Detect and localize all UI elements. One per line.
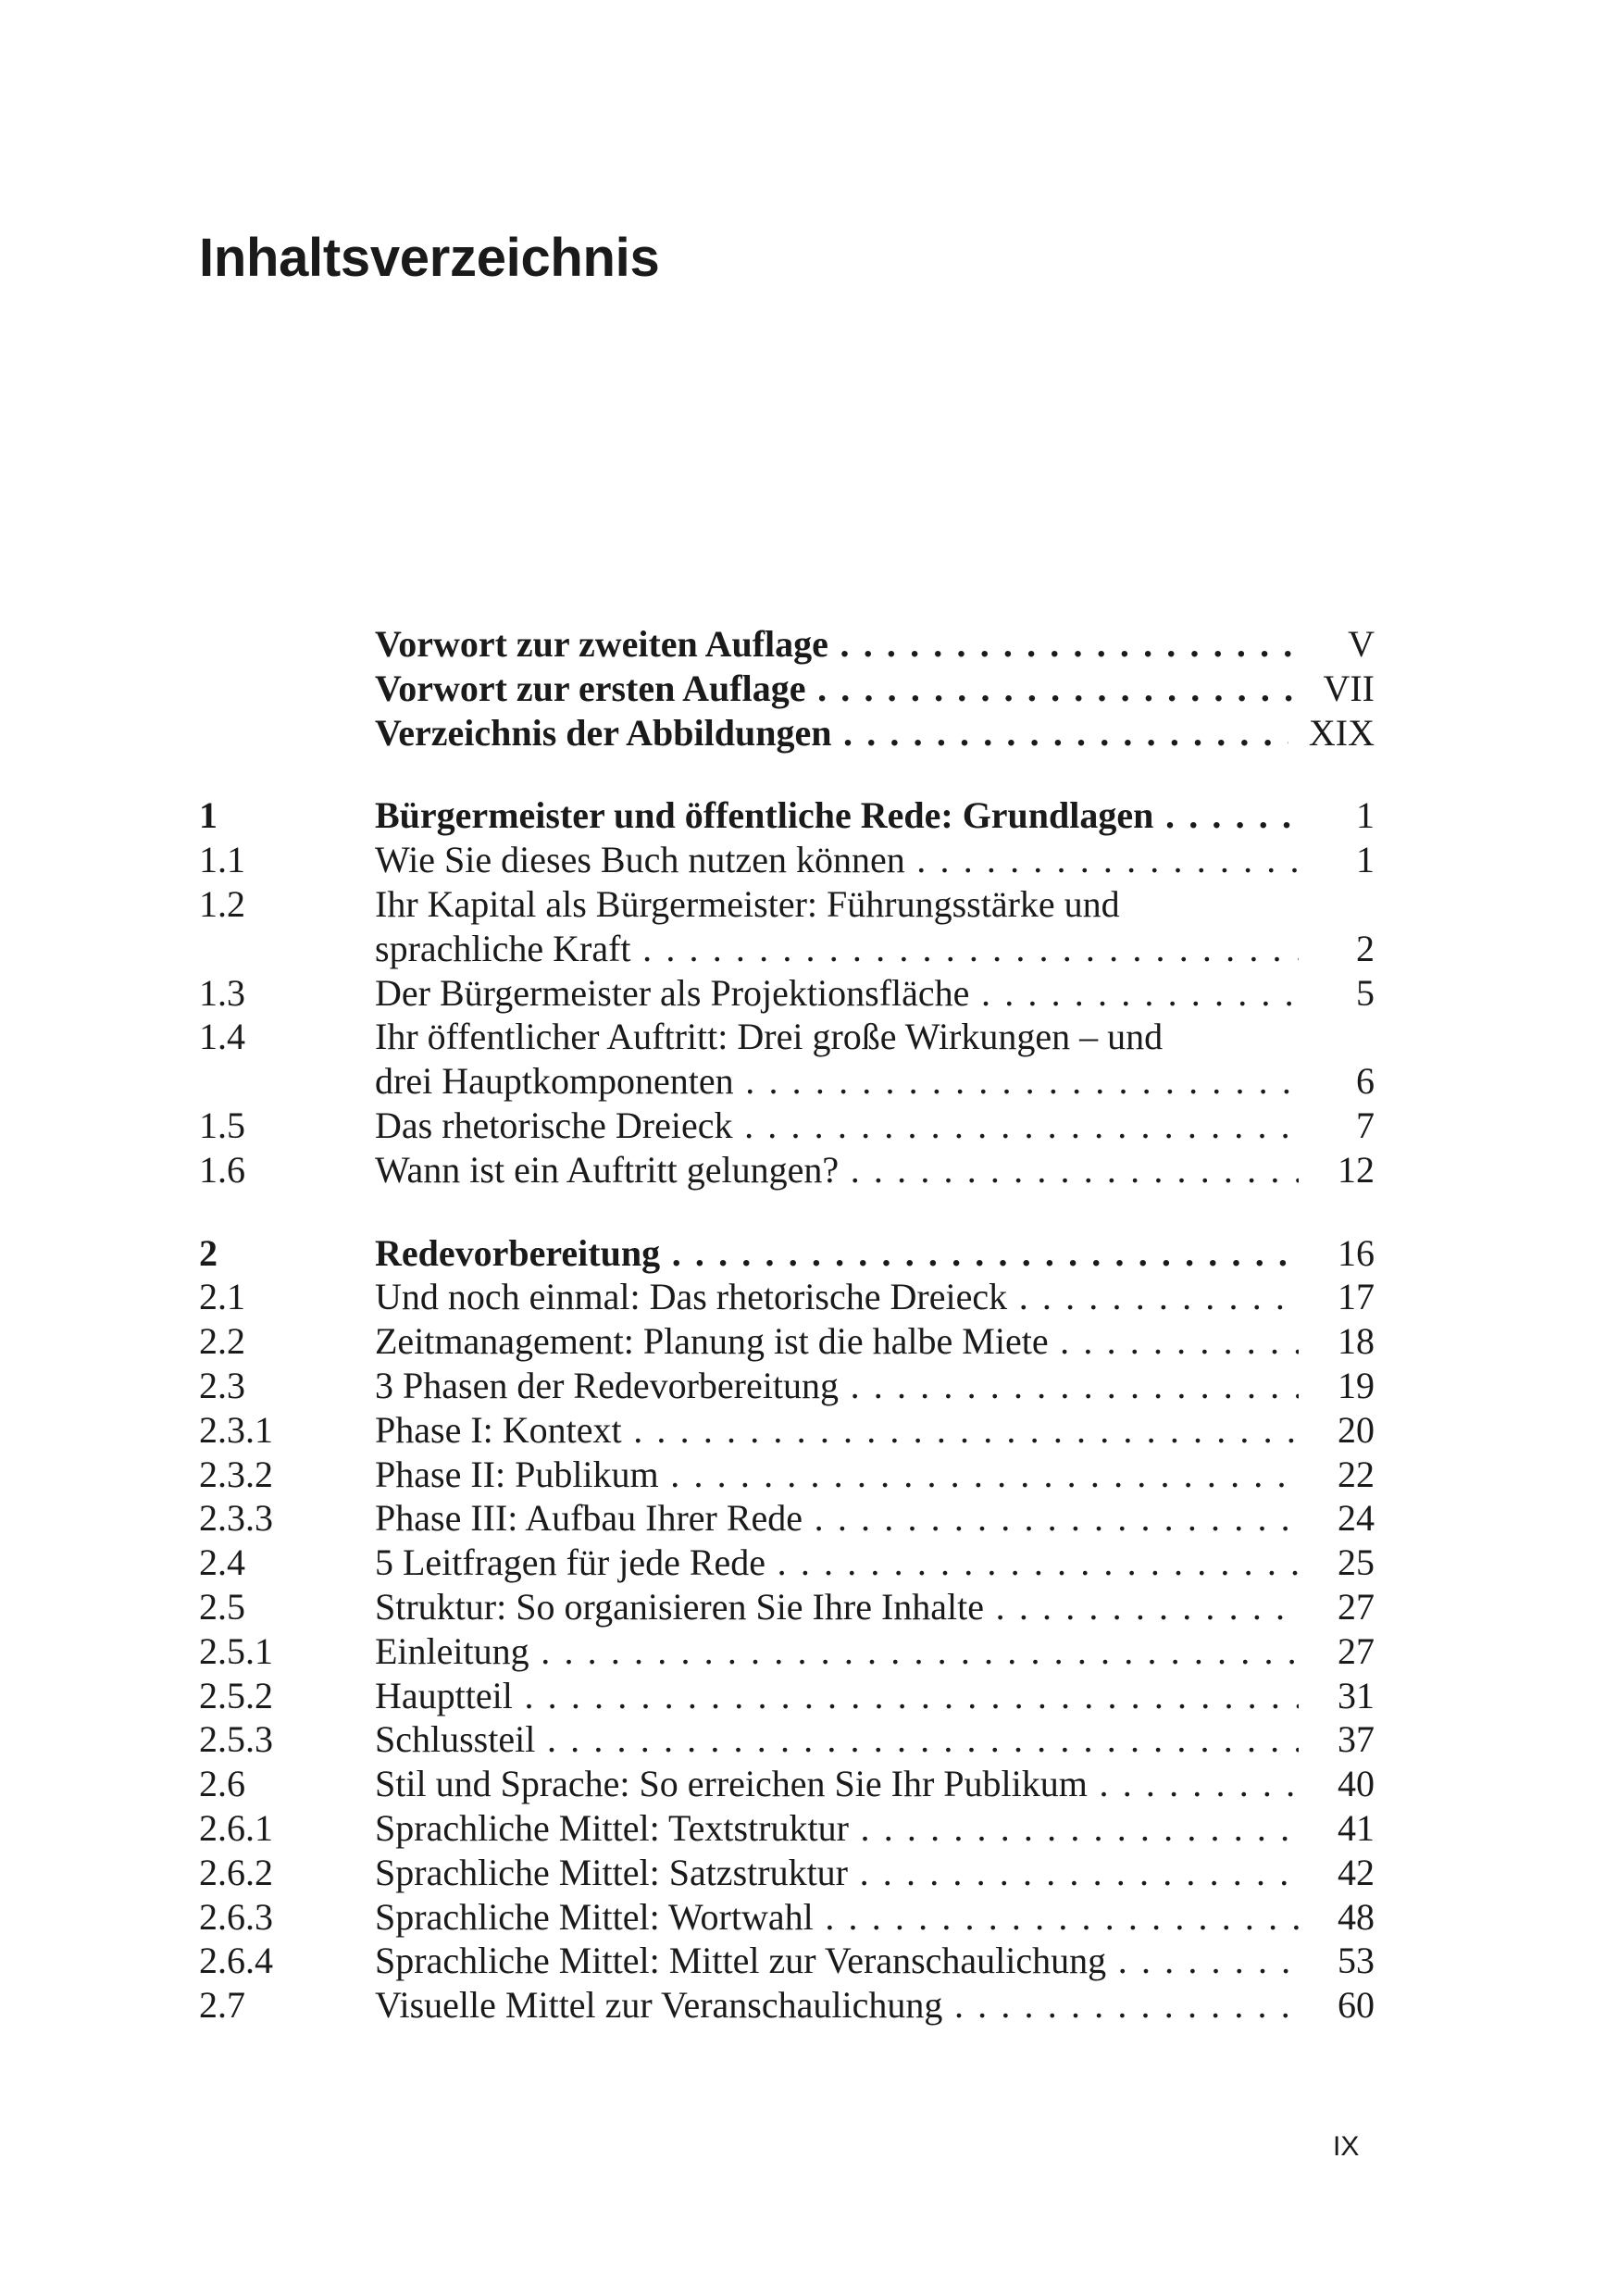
- toc-entry-number: 2.4: [199, 1541, 245, 1584]
- toc-entry-page: 31: [1338, 1674, 1375, 1716]
- toc-entry-page: 42: [1338, 1851, 1375, 1893]
- toc-entry-body: [375, 1319, 1375, 1364]
- toc-entry-number: 2.3.3: [199, 1497, 273, 1540]
- toc-entry-title: [375, 793, 1299, 838]
- toc-entry-title-line: Ihr Kapital als Bürgermeister: Führungsstärke und: [375, 882, 1120, 925]
- toc-entry-title-text: Struktur: So organisieren Sie Ihre Inhalte . . .: [375, 1586, 1299, 1628]
- toc-entry[interactable]: [199, 1231, 1375, 1276]
- toc-entry[interactable]: [199, 882, 1375, 971]
- toc-entry-title: [375, 1717, 1299, 1762]
- toc-entry-body: [375, 1104, 1375, 1148]
- toc-entry-body: [375, 1717, 1375, 1762]
- toc-entry-number: 2.6.2: [199, 1851, 273, 1893]
- toc-entry-title-text: Sprachliche Mittel: Mittel zur Veranschaulichung . . .: [375, 1940, 1299, 1981]
- toc-entry-page: 12: [1338, 1148, 1375, 1191]
- toc-entry[interactable]: [199, 622, 1375, 667]
- toc-entry-title: [375, 1275, 1299, 1319]
- toc-entry-body: [375, 1762, 1375, 1806]
- toc-entry[interactable]: [199, 1585, 1375, 1629]
- toc-entry-body: [375, 882, 1375, 971]
- toc-entry-title: [375, 1895, 1299, 1940]
- toc-entry-page: 6: [1356, 1060, 1375, 1103]
- toc-entry-number: 1.2: [199, 882, 245, 925]
- toc-entry[interactable]: [199, 1015, 1375, 1104]
- toc-entry-title: [375, 1453, 1299, 1497]
- toc-entry-page: 40: [1338, 1763, 1375, 1805]
- toc-entry[interactable]: [199, 1148, 1375, 1192]
- toc-entry-body: [375, 838, 1375, 882]
- toc-entry[interactable]: [199, 1939, 1375, 1983]
- toc-entry-title-text: Visuelle Mittel zur Veranschaulichung . . .: [375, 1984, 1299, 2026]
- toc-entry-page: XIX: [1308, 711, 1375, 754]
- toc-entry-body: [375, 1231, 1375, 1276]
- toc-entry-page: 20: [1338, 1408, 1375, 1451]
- toc-entry[interactable]: [199, 1275, 1375, 1319]
- toc-entry-title-text: Sprachliche Mittel: Wortwahl . . .: [375, 1896, 1299, 1938]
- toc-entry-number: 1.1: [199, 839, 245, 881]
- toc-entry-body: [375, 1541, 1375, 1585]
- toc-entry-number: 2.6: [199, 1763, 245, 1805]
- toc-entry-title-text: 3 Phasen der Redevorbereitung . . .: [375, 1365, 1299, 1406]
- toc-entry-number: 2.5.2: [199, 1674, 273, 1716]
- toc-entry-page: 27: [1338, 1585, 1375, 1628]
- toc-entry-page: 22: [1338, 1453, 1375, 1495]
- toc-entry[interactable]: [199, 1629, 1375, 1674]
- toc-entry-number: 1.6: [199, 1148, 245, 1191]
- toc-entry[interactable]: [199, 1104, 1375, 1148]
- toc-entry[interactable]: [199, 1541, 1375, 1585]
- toc-entry-page: 19: [1338, 1364, 1375, 1406]
- toc-entry-title: [375, 1364, 1299, 1408]
- toc-entry-title-text: Das rhetorische Dreieck . . .: [375, 1104, 1299, 1146]
- toc-entry[interactable]: [199, 1895, 1375, 1940]
- toc-entry-page: VII: [1323, 667, 1375, 709]
- toc-entry[interactable]: [199, 838, 1375, 882]
- toc-entry-body: [375, 1983, 1375, 2028]
- toc-entry-title: [375, 1148, 1299, 1192]
- toc-entry-body: [375, 1496, 1375, 1541]
- toc-entry-body: [375, 1806, 1375, 1851]
- page-number: IX: [1333, 2131, 1360, 2162]
- toc-entry-title: [375, 1585, 1299, 1629]
- toc-entry-title-text: Wann ist ein Auftritt gelungen? . . .: [375, 1149, 1299, 1191]
- toc-entry-title: [375, 882, 1299, 971]
- toc-entry-number: 2.3.1: [199, 1408, 273, 1451]
- toc-entry-title: [375, 1015, 1299, 1104]
- toc-entry[interactable]: [199, 711, 1375, 755]
- toc-entry-title: [375, 1629, 1299, 1674]
- toc-entry-title-text: Redevorbereitung . . .: [375, 1232, 1299, 1274]
- toc-entry[interactable]: [199, 1806, 1375, 1851]
- toc-entry-number: 2.6.4: [199, 1940, 273, 1982]
- toc-entry-title-text: Phase I: Kontext . . .: [375, 1409, 1299, 1451]
- toc-entry-title: [375, 1674, 1299, 1718]
- toc-entry-number: 1.4: [199, 1016, 245, 1058]
- toc-entry[interactable]: [199, 667, 1375, 711]
- toc-entry-title: [375, 667, 1299, 711]
- table-of-contents: [199, 622, 1375, 2028]
- toc-entry-page: 41: [1338, 1806, 1375, 1849]
- toc-entry[interactable]: [199, 793, 1375, 838]
- toc-entry-title-text: Einleitung . . .: [375, 1630, 1299, 1672]
- toc-entry-title: [375, 1408, 1299, 1453]
- toc-entry-number: 2.5.1: [199, 1629, 273, 1672]
- toc-entry-title: [375, 1541, 1299, 1585]
- toc-entry-page: 60: [1338, 1984, 1375, 2027]
- toc-entry[interactable]: [199, 1453, 1375, 1497]
- toc-entry-body: [375, 1148, 1375, 1192]
- toc-entry-title: [375, 1939, 1299, 1983]
- toc-entry-title-text: Verzeichnis der Abbildungen . . .: [375, 712, 1288, 754]
- toc-entry-title-text: Sprachliche Mittel: Satzstruktur . . .: [375, 1852, 1299, 1893]
- toc-entry-title-text: Stil und Sprache: So erreichen Sie Ihr Publikum . . .: [375, 1763, 1299, 1804]
- toc-entry-title-text: drei Hauptkomponenten . . .: [375, 1060, 1299, 1102]
- toc-entry-body: [375, 1364, 1375, 1408]
- toc-entry-number: 2: [199, 1231, 218, 1274]
- toc-entry-page: 25: [1338, 1541, 1375, 1584]
- page-title: Inhaltsverzeichnis: [199, 228, 660, 288]
- toc-entry-number: 1.5: [199, 1104, 245, 1146]
- toc-entry-body: [375, 1939, 1375, 1983]
- toc-entry-page: 37: [1338, 1718, 1375, 1761]
- toc-entry-page: 18: [1338, 1320, 1375, 1363]
- toc-entry-title-text: Der Bürgermeister als Projektionsfläche . . .: [375, 972, 1299, 1014]
- toc-entry-page: 27: [1338, 1629, 1375, 1672]
- toc-entry-page: 1: [1356, 839, 1375, 881]
- toc-entry-number: 2.5: [199, 1585, 245, 1628]
- toc-entry-title-text: Vorwort zur ersten Auflage . . .: [375, 668, 1299, 709]
- toc-entry-page: 5: [1356, 971, 1375, 1014]
- toc-entry-title-text: Bürgermeister und öffentliche Rede: Grundlagen . . .: [375, 794, 1299, 836]
- toc-entry-number: 2.3.2: [199, 1453, 273, 1495]
- toc-entry-number: 2.1: [199, 1276, 245, 1318]
- toc-entry-title: [375, 1104, 1299, 1148]
- toc-entry-title: [375, 711, 1288, 755]
- toc-entry-body: [375, 711, 1375, 755]
- toc-entry-title: [375, 1762, 1299, 1806]
- toc-entry-title-text: Sprachliche Mittel: Textstruktur . . .: [375, 1807, 1299, 1849]
- toc-entry-page: 17: [1338, 1276, 1375, 1318]
- toc-entry[interactable]: [199, 1674, 1375, 1718]
- toc-entry-number: 2.3: [199, 1364, 245, 1406]
- toc-entry-title-text: Zeitmanagement: Planung ist die halbe Miete . . .: [375, 1320, 1299, 1362]
- toc-entry-number: 2.6.1: [199, 1806, 273, 1849]
- toc-entry-title: [375, 1983, 1299, 2028]
- toc-entry-body: [375, 667, 1375, 711]
- toc-entry-title-text: Wie Sie dieses Buch nutzen können . . .: [375, 839, 1299, 880]
- toc-entry-title-line: Ihr öffentlicher Auftritt: Drei große Wirkungen – und: [375, 1016, 1164, 1058]
- toc-entry[interactable]: [199, 971, 1375, 1016]
- toc-entry[interactable]: [199, 1496, 1375, 1541]
- toc-entry[interactable]: [199, 1364, 1375, 1408]
- toc-entry-title: [375, 1231, 1299, 1276]
- toc-entry-body: [375, 622, 1375, 667]
- toc-entry-page: 48: [1338, 1895, 1375, 1938]
- toc-entry-title: [375, 1851, 1299, 1895]
- toc-entry-title-text: Phase III: Aufbau Ihrer Rede . . .: [375, 1497, 1299, 1539]
- toc-entry-title-text: Vorwort zur zweiten Auflage . . .: [375, 623, 1299, 665]
- toc-entry-page: 7: [1356, 1104, 1375, 1146]
- toc-entry-body: [375, 1674, 1375, 1718]
- toc-entry-body: [375, 1275, 1375, 1319]
- toc-entry-page: V: [1348, 623, 1375, 665]
- toc-entry-body: [375, 1453, 1375, 1497]
- toc-entry-title: [375, 1496, 1299, 1541]
- toc-entry[interactable]: [199, 1851, 1375, 1895]
- toc-entry-body: [375, 1629, 1375, 1674]
- toc-entry-number: 2.2: [199, 1320, 245, 1363]
- toc-entry-body: [375, 793, 1375, 838]
- toc-entry[interactable]: [199, 1408, 1375, 1453]
- toc-entry-page: 16: [1338, 1231, 1375, 1274]
- toc-entry-number: 2.5.3: [199, 1718, 273, 1761]
- toc-entry-title-text: sprachliche Kraft . . .: [375, 928, 1299, 969]
- toc-entry-number: 1: [199, 794, 218, 837]
- toc-entry-body: [375, 1895, 1375, 1940]
- toc-entry[interactable]: [199, 1319, 1375, 1364]
- toc-entry-title: [375, 622, 1299, 667]
- toc-entry-number: 1.3: [199, 971, 245, 1014]
- toc-entry-body: [375, 1015, 1375, 1104]
- toc-entry-title-text: Phase II: Publikum . . .: [375, 1454, 1299, 1495]
- toc-entry-body: [375, 971, 1375, 1016]
- toc-entry-page: 53: [1338, 1940, 1375, 1982]
- toc-entry-number: 2.6.3: [199, 1895, 273, 1938]
- toc-entry[interactable]: [199, 1717, 1375, 1762]
- toc-entry-page: 24: [1338, 1497, 1375, 1540]
- toc-entry-title-text: Und noch einmal: Das rhetorische Dreieck . . .: [375, 1276, 1299, 1317]
- toc-entry-body: [375, 1851, 1375, 1895]
- toc-entry[interactable]: [199, 1762, 1375, 1806]
- toc-entry[interactable]: [199, 1983, 1375, 2028]
- toc-entry-body: [375, 1585, 1375, 1629]
- toc-entry-title: [375, 1319, 1299, 1364]
- toc-entry-page: 1: [1356, 794, 1375, 837]
- toc-entry-title: [375, 971, 1299, 1016]
- toc-entry-title-text: Hauptteil . . .: [375, 1675, 1299, 1716]
- toc-entry-title: [375, 1806, 1299, 1851]
- toc-entry-title-text: 5 Leitfragen für jede Rede . . .: [375, 1541, 1299, 1583]
- toc-entry-number: 2.7: [199, 1984, 245, 2027]
- toc-entry-title: [375, 838, 1299, 882]
- toc-entry-title-text: Schlussteil . . .: [375, 1718, 1299, 1760]
- toc-entry-page: 2: [1356, 927, 1375, 969]
- toc-entry-body: [375, 1408, 1375, 1453]
